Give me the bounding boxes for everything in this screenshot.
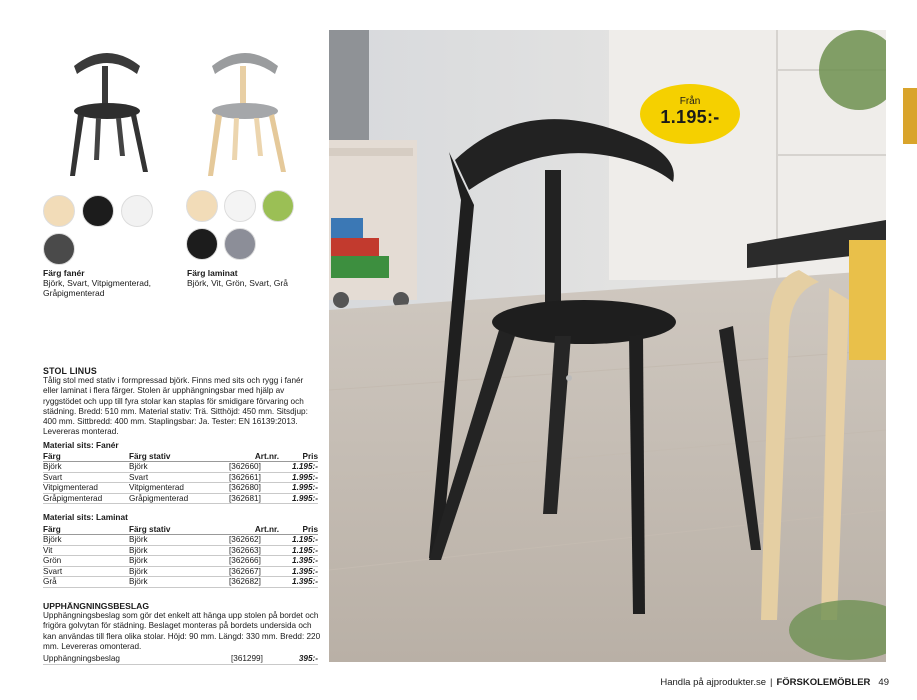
cell-color: Gråpigmenterad <box>43 493 129 504</box>
product-title: STOL LINUS <box>43 366 97 376</box>
cell-frame: Björk <box>129 566 229 577</box>
cell-frame: Björk <box>129 462 229 473</box>
page-number: 49 <box>878 677 889 688</box>
caption-faner-title: Färg fanér <box>43 268 85 278</box>
table-row <box>43 535 318 546</box>
col-header-frame: Färg stativ <box>129 451 229 462</box>
cell-frame: Vitpigmenterad <box>129 483 229 494</box>
chair-thumbnail-black <box>52 38 162 188</box>
badge-from-label: Från <box>679 96 701 107</box>
section-side-tab <box>903 88 917 144</box>
page-footer <box>660 677 889 688</box>
cell-price: 1.195:- <box>279 535 318 546</box>
beslag-name: Upphängningsbeslag <box>43 654 120 663</box>
table-row <box>43 556 318 567</box>
cell-color: Vitpigmenterad <box>43 483 129 494</box>
swatch-faner-svart <box>82 195 114 227</box>
caption-faner-text: Björk, Svart, Vitpigmenterad, Gråpigmenterad <box>43 278 152 298</box>
col-header-artnr: Art.nr. <box>229 451 279 462</box>
cell-price: 1.395:- <box>279 566 318 577</box>
cell-price: 1.395:- <box>279 577 318 588</box>
swatch-laminat-gron <box>262 190 294 222</box>
beslag-description: Upphängningsbeslag som gör det enkelt att hänga upp stolen på bordet och frigöra golvytan för städning. Beslaget monteras på bordets undersida och kan användas till flera olika stolar. Höjd: 90 mm. Längd: 330 mm. Bredd: 220 mm. Levereras omonterad. <box>43 611 321 651</box>
table-row <box>43 483 318 494</box>
beslag-title: UPPHÄNGNINGSBESLAG <box>43 601 149 611</box>
cell-frame: Gråpigmenterad <box>129 493 229 504</box>
faner-price-table <box>43 451 318 504</box>
cell-color: Vit <box>43 545 129 556</box>
cell-artnr: [362660] <box>229 462 279 473</box>
caption-laminat <box>187 268 317 288</box>
cell-color: Grå <box>43 577 129 588</box>
cell-color: Svart <box>43 472 129 483</box>
cell-artnr: [362682] <box>229 577 279 588</box>
table-row <box>43 577 318 588</box>
footer-separator: | <box>770 677 773 688</box>
laminat-price-table <box>43 524 318 588</box>
col-header-price: Pris <box>279 524 318 535</box>
product-photo <box>329 30 886 662</box>
product-description-block <box>43 366 321 437</box>
caption-laminat-text: Björk, Vit, Grön, Svart, Grå <box>187 278 288 288</box>
product-description: Tålig stol med stativ i formpressad björk. Finns med sits och rygg i fanér eller laminat i flera färger. Stolen är upphängningsbar med hjälp av ryggstödet och upp till fyra stolar kan staplas för smidigare förvaring och städning. Bredd: 510 mm. Material stativ: Trä. Sitthöjd: 450 mm. Sitsdjup: 400 mm. Sittbredd: 400 mm. Staplingsbar: Ja. Tester: EN 16139:2013. Levereras monterad. <box>43 376 308 437</box>
faner-table-title: Material sits: Fanér <box>43 440 119 450</box>
cell-frame: Björk <box>129 577 229 588</box>
col-header-price: Pris <box>279 451 318 462</box>
price-badge <box>640 84 740 144</box>
chair-thumbnail-birch-grey <box>190 38 300 188</box>
cell-artnr: [362663] <box>229 545 279 556</box>
cell-price: 1.395:- <box>279 556 318 567</box>
table-row <box>43 545 318 556</box>
table-row <box>43 493 318 504</box>
cell-artnr: [362662] <box>229 535 279 546</box>
beslag-price-row <box>43 654 318 665</box>
cell-price: 1.195:- <box>279 462 318 473</box>
swatch-laminat-vit <box>224 190 256 222</box>
footer-category: FÖRSKOLEMÖBLER <box>776 677 871 688</box>
table-row <box>43 472 318 483</box>
col-header-frame: Färg stativ <box>129 524 229 535</box>
cell-color: Svart <box>43 566 129 577</box>
cell-frame: Björk <box>129 556 229 567</box>
table-row <box>43 566 318 577</box>
beslag-price: 395:- <box>298 654 318 663</box>
cell-color: Grön <box>43 556 129 567</box>
caption-faner <box>43 268 173 298</box>
cell-frame: Björk <box>129 545 229 556</box>
swatch-faner-vit <box>121 195 153 227</box>
cell-frame: Björk <box>129 535 229 546</box>
col-header-artnr: Art.nr. <box>229 524 279 535</box>
col-header-color: Färg <box>43 524 129 535</box>
cell-artnr: [362667] <box>229 566 279 577</box>
caption-laminat-title: Färg laminat <box>187 268 238 278</box>
cell-price: 1.995:- <box>279 472 318 483</box>
swatch-laminat-svart <box>186 228 218 260</box>
cell-price: 1.995:- <box>279 483 318 494</box>
cell-price: 1.995:- <box>279 493 318 504</box>
badge-price: 1.195:- <box>660 107 720 127</box>
cell-artnr: [362680] <box>229 483 279 494</box>
cell-color: Björk <box>43 462 129 473</box>
beslag-artnr: [361299] <box>231 654 263 663</box>
cell-artnr: [362681] <box>229 493 279 504</box>
laminat-table-title: Material sits: Laminat <box>43 512 128 522</box>
cell-color: Björk <box>43 535 129 546</box>
table-row <box>43 462 318 473</box>
swatch-faner-gra <box>43 233 75 265</box>
cell-artnr: [362661] <box>229 472 279 483</box>
cell-frame: Svart <box>129 472 229 483</box>
swatch-laminat-bjork <box>186 190 218 222</box>
cell-artnr: [362666] <box>229 556 279 567</box>
footer-shop-text: Handla på ajprodukter.se <box>660 677 766 688</box>
col-header-color: Färg <box>43 451 129 462</box>
beslag-block <box>43 601 321 652</box>
swatch-faner-bjork <box>43 195 75 227</box>
cell-price: 1.195:- <box>279 545 318 556</box>
swatch-laminat-gra <box>224 228 256 260</box>
